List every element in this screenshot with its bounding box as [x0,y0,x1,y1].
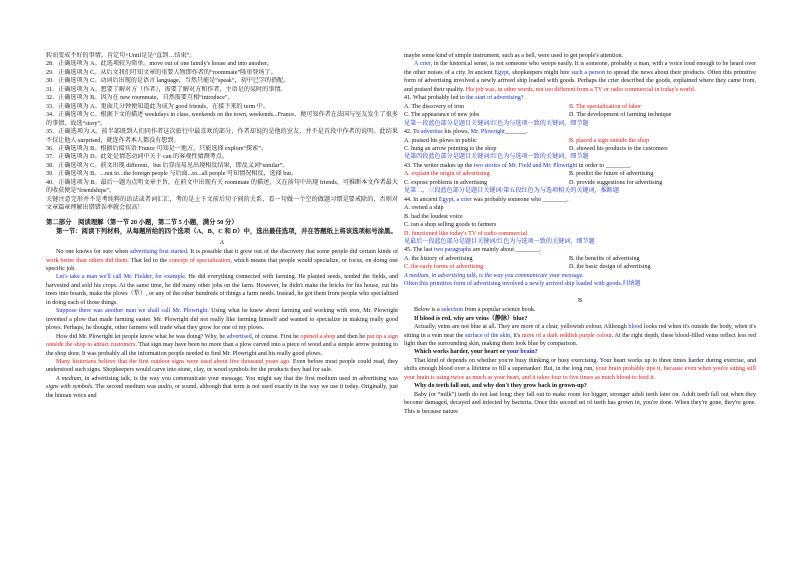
text: , it's [510,332,522,339]
highlight-blue: the start of advertising [466,95,521,102]
text: _______. [504,129,528,136]
text: . That led to the [127,257,170,264]
text: . That sign may have been no more than a plow carved into a piece of wood and a simple arrow pointing to the shop door. It was probably all the information people needed to find Mr. Plowright and his really good plows. [46,342,398,357]
note-line: 29．正确选项为 C。从后文我们可知文章的重要人物即作者的“roommate”隆重登场了。 [46,69,277,76]
question-42-options [404,137,756,145]
passage-a-paragraph [46,375,398,400]
question-43-stem [404,162,756,170]
option-c[interactable]: C. hung an arrow pointing to the shop [404,145,497,152]
highlight-blue: Suppose there was another man we shall call Mr. Plowright. [56,308,209,315]
question-45-note: A medium, in advertising talk, is the way you communicate your message. [404,272,584,279]
text: 41. What probably led to [404,95,467,102]
text: Using what he knew about farming and working with iron, Mr. Plowright invented a plow that made farming easier. Mr. Plowright did not really like farming himself and wanted to specialize in making really good plows. Perhaps, he thought, other farmers will trade what they grow for one of my plows. [46,308,399,332]
highlight-red: work better than others did them [46,257,128,264]
option-d[interactable]: D. the basic design of advertising [569,264,651,271]
text: are mainly about ________. [471,247,542,254]
text: Even before most people could read, they understood such signs. Shopkeepers would carve into stone, clay, or wood symbols for the products they had for sale. [46,358,398,374]
text: , which means that people would specialize, or focus, on doing one specific job. [46,257,399,272]
text: He did everything connected with farming. He planted seeds, tended the fields, and harvested and sold his crops. At the same time, he did many other jobs on the farm. However, he didn't make the bricks for his house, cut his trees into boards, make the plows（犁）, or any of the other hundreds of things a farm needs. Instead, he got them from people who specialized in doing each of those things. [46,274,398,306]
text-italic: A medium [56,375,82,382]
question-41-note: 见第一段蓝色部分是题目关键词/红色为与选项一致的关键词，细节题 [404,120,589,127]
highlight-blue: two paragraphs [434,247,472,254]
option-a[interactable]: A. The discovery of iron [404,103,464,110]
passage-label-b: B [577,297,583,304]
text: and then he [335,333,367,340]
passage-a-continued: maybe some kind of simple instrument, such as a bell, were used to get people's attention. [404,53,624,59]
note-line: 31．正确选项为 A。想要了解对方（作者），需要了解对方和作者，主语是的某时的事情。 [46,86,287,93]
highlight-blue: advertising first started [129,249,187,256]
passage-b-paragraph: Baby (or “milk”) teeth do not last long; they fall out to make room for bigger, stronger adult teeth later on. Adult teeth fall out when they become damaged, decayed and infected by bacteria. Once this second set of teeth has grown in, you're done. When they're gone, they're gone. This is because nature [404,391,756,415]
passage-label-a: A [219,239,225,246]
option-c[interactable]: C. ran a shop selling goods to farmers [404,222,497,229]
question-42-note: 见第四段蓝色部分是题目关键词/红色为与选项一致的关键词，细节题 [404,154,589,161]
passage-a-paragraph [404,60,756,94]
option-a[interactable]: A. explain the origin of advertising [404,171,490,178]
passage-b-paragraph [404,357,756,382]
option-b[interactable]: B. the benefits of advertising [569,255,640,262]
text: No one knows for sure when [56,249,130,256]
text-italic: audio [157,384,172,391]
highlight-blue: Mr. Plowright [470,129,505,136]
option-a[interactable]: A. the history of advertising [404,255,473,262]
left-column [46,52,398,400]
highlight-red: His job was, in other words, not too different from a TV or radio commercial in today's world. [465,86,696,93]
text: ? [520,95,524,102]
text: , in the historical sense, is not someone who weeps easily. It is someone, probably a man, with a voice loud enough to be heard over the other noises of a city. In ancient [404,61,756,76]
option-b[interactable]: B. had the loudest voice [404,213,463,220]
text: 42. To [404,129,421,136]
text: Which works harder, your heart or [414,349,507,356]
option-b[interactable]: B. The specialization of labor [569,103,642,110]
question-45-options [404,263,756,271]
option-d[interactable]: D. functioned like today's TV of radio commercial [404,230,528,237]
answer-notes [46,52,398,213]
highlight-blue: Let's take a man we'll call Mr. Fielder, for example. [56,274,187,281]
text: , in advertising talk, is the way you communicate your message. You might say that the first medium used in advertising was [81,375,398,382]
note-line: 40．正确选项为 B。最后一题为点明文章主旨，在前文中出现有关 roommate 的描述，又在前句中出现 friends，可推断本文作者最大的收获便是“friendships”。 [46,179,398,195]
highlight-red: opened a shop [300,333,336,340]
note-line: 33．正确选项为 A。更面几分钟便知道此为成为 good friends，在接下来的 term 中。 [46,103,269,110]
highlight-blue: your brain? [506,349,538,356]
text: in order to ________. [577,162,632,169]
passage-b-heading: Why do teeth fall out, and why don't they grow back in grown-up? [414,383,587,390]
question-41-options [404,103,756,111]
text: Below is a [414,307,442,314]
passage-a-paragraph [46,358,398,375]
text: , or sound, although that term is not used exactly in the way we use it today. Originally, just the human voice and [46,384,398,399]
option-c[interactable]: C. expose problems in advertising [404,179,488,186]
highlight-blue: such a person [571,69,606,76]
note-line: 转而变成不好的事情。肯定句+Until是是“直到…结束”。 [46,53,196,59]
passage-a-paragraph [46,307,398,332]
highlight-blue: advertise [420,129,443,136]
highlight-blue: A crier [414,61,431,68]
question-42-stem [404,128,756,136]
note-line: 30．正确选项为 C。动词后出现的是语言 language，当然只能是“speak”，初中已学的搭配。 [46,78,290,85]
question-43-options [404,170,756,178]
highlight-blue: advertised [226,333,252,340]
highlight-blue: blood [628,324,643,331]
highlight-red: your brain probably tips it, because even when you're sitting still your brain is using twice as much as your heart, and it takes four to five times as much blood to feed it. [404,366,756,381]
text: 43. The writer makes up the [404,162,474,169]
note-line: 35．正确选项为 A。前半部既到人们同作者这次旅行中最喜欢的部分，作者却说的是他的室友，并不是首段中作者的说明。此结果不仅让他人 surprised，就连作者本人都没有想到。 [46,129,398,144]
note-line: 关键注意完形并不是考纯粹的语法或者词汇汇，考的是上下文前后句子间的关系，看一句做一个空的做题习惯是要戒除的，否则对文章篇章理解出错错误率就会很高！ [46,196,398,212]
highlight-red: concept of specialization [169,257,231,264]
text: 45. The last [404,247,435,254]
highlight-red: put up a sign outside the shop to attract customers [46,333,398,349]
right-column [404,52,756,416]
text: Actually, veins are not blue at all. They are more of a clear, yellowish colour. Although [414,324,629,331]
text: . The second medium was [92,384,158,391]
passage-b-intro [404,306,756,314]
option-a[interactable]: A. praised his plows in public [404,137,477,144]
text: , shopkeepers might hire [508,69,572,76]
note-line: 36．正确选项为 B。根据后接宾语 France 可知是一地方，只能选择 explore“探索”。 [46,145,268,152]
question-45-note: Often this primitive form of advertising involved a newly arrived ship loaded with goods.归纳题 [404,281,641,288]
passage-a-paragraph [46,248,398,273]
option-d[interactable]: D. provide suggestions for advertising [569,179,663,186]
option-d[interactable]: D. The development of farming technique [569,112,672,119]
passage-b-paragraph [404,323,756,348]
text: his plows, [442,129,471,136]
question-43-options [404,179,756,187]
option-d[interactable]: D. showed his products to the customers [569,145,668,152]
highlight-red: Many historians believe that the first outdoor signs were used about five thousand years ago. [56,358,291,365]
text: How did Mr. Plowright let people know what he was doing? Why, he [56,333,227,340]
question-45-options [404,255,756,263]
note-line: 28．正确选项为 A。此选项较为简单。move out of one family's house and into another。 [46,61,274,68]
text: to spread the news about their products. Often this primitive form of advertising involved a newly arrived ship loaded with goods. Perhaps the crier described the goods, explained where they came from, and praised their quality. [404,69,756,93]
highlight-blue: selection [441,307,463,314]
passage-a-paragraph [46,333,398,358]
highlight-blue: surface of the skin [464,332,511,339]
text: 44. In ancient [404,196,439,203]
note-line: 32．正确选项为 B。因为在 new roommate，自然需要互相“introduce”。 [46,95,234,102]
question-43-note: 见第二、三段蓝色部分是题目关键词/第五段红色为与选项相关的关键词，推断题 [404,188,619,195]
note-line: 38．正确选项为 C。前文出现 different，but 后显而易见出现相反结果，即反义词“similar”。 [46,162,289,169]
passage-b-heading: If blood is red, why are veins（静脉）blue? [414,315,528,322]
text: . It is possible that it grew out of the discovery that some people did certain kinds of [186,249,398,256]
option-c[interactable]: C. The appearance of new jobs [404,112,480,119]
text: from a popular science book. [462,307,536,314]
note-line: 37．正确选项为 D。此处是情态动词中关于 can 的客观性猜测考点。 [46,154,228,161]
question-45-stem [404,246,756,254]
text: . At the right depth, these blood-filled veins reflect less red light than the surrounding skin, making them look blue by comparison. [404,332,757,347]
question-41-options [404,111,756,119]
question-44-stem [404,196,756,204]
text: looks red when it's outside the body, when it's sitting in a vein near the [404,324,757,339]
text: That kind of depends on whether you're busy thinking or busy exercising. Your heart works up to three times harder during exercise, and shifts enough blood over a lifetime to fill a supertanker. But, in the long run, [404,357,756,373]
text: , of course. First he [251,333,301,340]
passage-b-heading [404,348,756,356]
passage-a-paragraph [46,273,398,307]
option-c[interactable]: C. the early forms of advertising [404,264,484,271]
section-instruction: 第一节：阅读下列材料，从每题所给的四个选项（A、B、C 和 D）中，选出最佳选项，并在答题纸上将该选项标号涂黑。 [56,227,397,235]
option-b[interactable]: B. predict the future of advertising [569,171,654,178]
note-line: 34．正确选项为 C。根据下文的描述 weekdays in class, weekends on the town, weekends...France，便可知作者在法国与室友发生了很多的事情，故选“story”。 [46,112,398,127]
highlight-blue: Egypt, a crier [438,196,472,203]
note-line: 39．正确选项为 B。...not to...the foreign people 与后面...to...all people 可知情况相反，选择 but。 [46,171,298,178]
option-b[interactable]: B. placed a sign outside the shop [569,137,650,144]
highlight-blue: Egypt [494,69,509,76]
question-41-stem [404,94,756,102]
highlight-blue: two stories of Mr. Field and Mr. Plowright [473,162,578,169]
highlight-red: more of a dark reddish purple colour [521,332,612,339]
section-title: 第二部分 阅读理解（第一节 20 小题，第二节 5 小题，满分 50 分） [46,218,238,226]
question-44-note: 见最后一段蓝色部分是题目关键词/红色为与选项一致的关键词，细节题 [404,238,595,245]
option-a[interactable]: A. owned a ship [404,205,444,212]
text-italic: signs with symbols [46,384,93,391]
question-42-options [404,145,756,153]
text: was probably someone who ________. [471,196,569,203]
